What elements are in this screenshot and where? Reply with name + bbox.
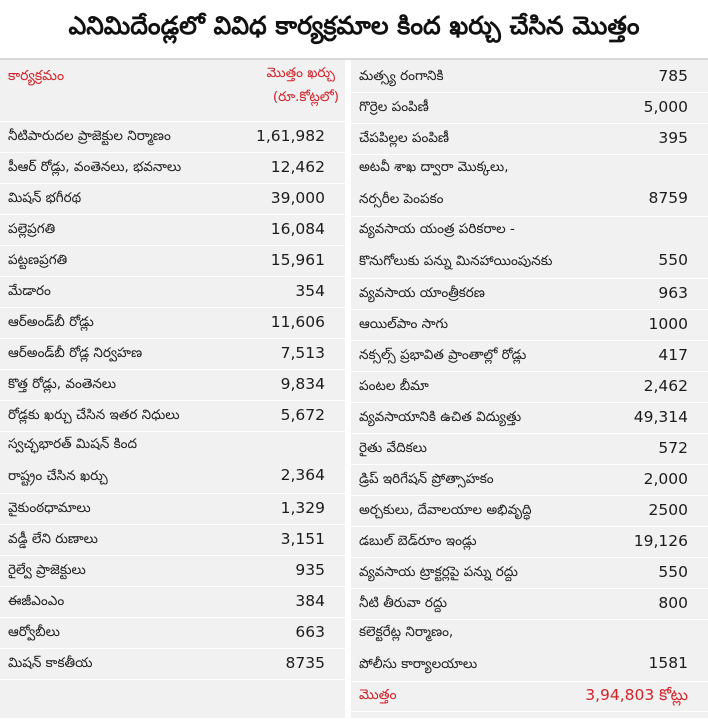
- program-label: ఆర్అండ్‌బీ రోడ్లు: [8, 313, 94, 330]
- total-row: [351, 682, 708, 712]
- program-label-line1: స్వచ్ఛభారత్ మిషన్ కింద: [8, 436, 138, 452]
- table-row: [0, 494, 345, 525]
- amount-value: 384: [295, 591, 325, 610]
- amount-value: 2,000: [643, 469, 688, 488]
- program-label: వ్యవసాయానికి ఉచిత విద్యుత్తు: [359, 408, 522, 425]
- table-row: [0, 525, 345, 556]
- table-row: [0, 587, 345, 618]
- table-row: [351, 155, 708, 217]
- program-label-line2: రాష్ట్రం చేసిన ఖర్చు: [8, 468, 108, 484]
- program-label: మిషన్ భగీరథ: [8, 189, 82, 206]
- table-row: [351, 341, 708, 372]
- amount-value: 5,000: [643, 97, 688, 116]
- amount-value: 572: [658, 438, 688, 457]
- table-row: [351, 496, 708, 527]
- table-row: [0, 401, 345, 432]
- program-header: కార్యక్రమం: [8, 68, 65, 84]
- program-label-line2: నర్సరీల పెంపకం: [359, 191, 444, 207]
- table-row: [0, 339, 345, 370]
- table-row: [351, 434, 708, 465]
- table-row: [0, 277, 345, 308]
- amount-value: 2500: [648, 500, 688, 519]
- amount-value: 8759: [648, 189, 688, 207]
- amount-value: 49,314: [633, 407, 688, 426]
- program-label: గొర్రెల పంపిణీ: [359, 98, 429, 115]
- amount-value: 8735: [285, 653, 325, 672]
- amount-value: 19,126: [633, 531, 688, 550]
- table-row: [0, 215, 345, 246]
- table-row: [0, 370, 345, 401]
- program-label: మత్స్య రంగానికి: [359, 67, 444, 84]
- program-label: చేపపిల్లల పంపిణీ: [359, 129, 450, 146]
- amount-value: 935: [295, 560, 325, 579]
- table-row: [351, 217, 708, 279]
- program-label: నక్సల్స్ ప్రభావిత ప్రాంతాల్లో రోడ్లు: [359, 346, 527, 363]
- program-label: పల్లెప్రగతి: [8, 220, 56, 237]
- amount-value: 3,151: [280, 529, 325, 548]
- table-row: [351, 372, 708, 403]
- amount-value: 1,61,982: [255, 126, 325, 145]
- program-label: రైతు వేదికలు: [359, 439, 427, 456]
- amount-value: 417: [658, 345, 688, 364]
- program-label: డబుల్ బెడ్‌రూం ఇండ్లు: [359, 532, 477, 549]
- amount-header-line1: మొత్తం ఖర్చు: [266, 65, 335, 81]
- table-row: [0, 184, 345, 215]
- total-label: మొత్తం: [359, 687, 397, 703]
- amount-value: 963: [658, 283, 688, 302]
- amount-value: 395: [658, 128, 688, 147]
- table-row: [351, 589, 708, 620]
- amount-value: 785: [658, 66, 688, 85]
- table-row: [351, 310, 708, 341]
- program-label: కొత్త రోడ్లు, వంతెనలు: [8, 375, 117, 392]
- table-row: [0, 556, 345, 587]
- table-row: [351, 620, 708, 682]
- amount-value: 1581: [648, 654, 688, 672]
- amount-value: 1,329: [280, 498, 325, 517]
- program-label: డ్రిప్ ఇరిగేషన్ ప్రోత్సాహకం: [359, 470, 494, 487]
- program-label: పంటల బీమా: [359, 377, 429, 394]
- program-label: ఆర్అండ్‌బీ రోడ్ల నిర్వహణ: [8, 344, 143, 361]
- program-label: రైల్వే ప్రాజెక్టులు: [8, 561, 86, 578]
- program-label-line1: కలెక్టరేట్ల నిర్మాణం,: [359, 624, 454, 640]
- page-title: ఎనిమిదేండ్లలో వివిధ కార్యక్రమాల కింద ఖర్చు చేసిన మొత్తం: [0, 0, 708, 60]
- table-row: [351, 527, 708, 558]
- amount-value: 800: [658, 593, 688, 612]
- total-value: 3,94,803 కోట్లు: [585, 686, 688, 704]
- amount-value: 1000: [648, 314, 688, 333]
- amount-value: 5,672: [280, 405, 325, 424]
- amount-value: 2,462: [643, 376, 688, 395]
- program-label: ఆయిల్‌పాం సాగు: [359, 315, 449, 332]
- table-row: [351, 465, 708, 496]
- amount-value: 12,462: [270, 157, 325, 176]
- amount-value: 39,000: [270, 188, 325, 207]
- program-label: వ్యవసాయ ట్రాక్టర్లపై పన్ను రద్దు: [359, 563, 518, 580]
- table-row: [351, 62, 708, 93]
- amount-value: 550: [658, 562, 688, 581]
- program-label-line1: అటవీ శాఖ ద్వారా మొక్కలు,: [359, 159, 509, 175]
- program-label: నీటిపారుదల ప్రాజెక్టుల నిర్మాణం: [8, 127, 171, 144]
- amount-header-line2: (రూ.కోట్లలో): [272, 89, 339, 105]
- amount-value: 15,961: [270, 250, 325, 269]
- program-label: రోడ్లకు ఖర్చు చేసిన ఇతర నిధులు: [8, 406, 180, 423]
- program-label: మిషన్ కాకతీయ: [8, 654, 93, 671]
- table-row: [351, 93, 708, 124]
- amount-value: 16,084: [270, 219, 325, 238]
- program-label-line1: వ్యవసాయ యంత్ర పరికరాల -: [359, 221, 515, 237]
- table-row: [351, 124, 708, 155]
- amount-value: 550: [658, 251, 688, 269]
- amount-value: 663: [295, 622, 325, 641]
- table-row: [351, 558, 708, 589]
- program-label: వడ్డీ లేని రుణాలు: [8, 530, 98, 547]
- table-row: [0, 308, 345, 339]
- right-column: [351, 60, 708, 718]
- amount-value: 11,606: [270, 312, 325, 331]
- amount-value: 2,364: [280, 466, 325, 484]
- program-label-line2: కొనుగోలుకు పన్ను మినహాయింపునకు: [359, 253, 553, 269]
- program-label-line2: పోలీసు కార్యాలయాలు: [359, 656, 478, 672]
- table-row: [351, 403, 708, 434]
- program-label: ఈజీఎంఎం: [8, 592, 65, 609]
- program-label: వ్యవసాయ యాంత్రీకరణ: [359, 284, 485, 301]
- program-label: మేడారం: [8, 282, 51, 299]
- program-label: పీఆర్ రోడ్లు, వంతెనలు, భవనాలు: [8, 158, 182, 175]
- table-row: [0, 246, 345, 277]
- program-label: అర్చకులు, దేవాలయాల అభివృద్ధి: [359, 501, 532, 518]
- table-row: [351, 279, 708, 310]
- table-row: [0, 618, 345, 649]
- amount-value: 7,513: [280, 343, 325, 362]
- amount-value: 354: [295, 281, 325, 300]
- program-label: వైకుంఠధామాలు: [8, 499, 91, 516]
- header-row: [0, 60, 345, 122]
- program-label: పట్టణప్రగతి: [8, 251, 68, 268]
- program-label: ఆర్వోబీలు: [8, 623, 60, 640]
- table-row: [0, 649, 345, 680]
- table-row: [0, 432, 345, 494]
- table-row: [0, 153, 345, 184]
- program-label: నీటి తీరువా రద్దు: [359, 594, 448, 611]
- table-row: [0, 122, 345, 153]
- left-column: [0, 60, 345, 718]
- amount-value: 9,834: [280, 374, 325, 393]
